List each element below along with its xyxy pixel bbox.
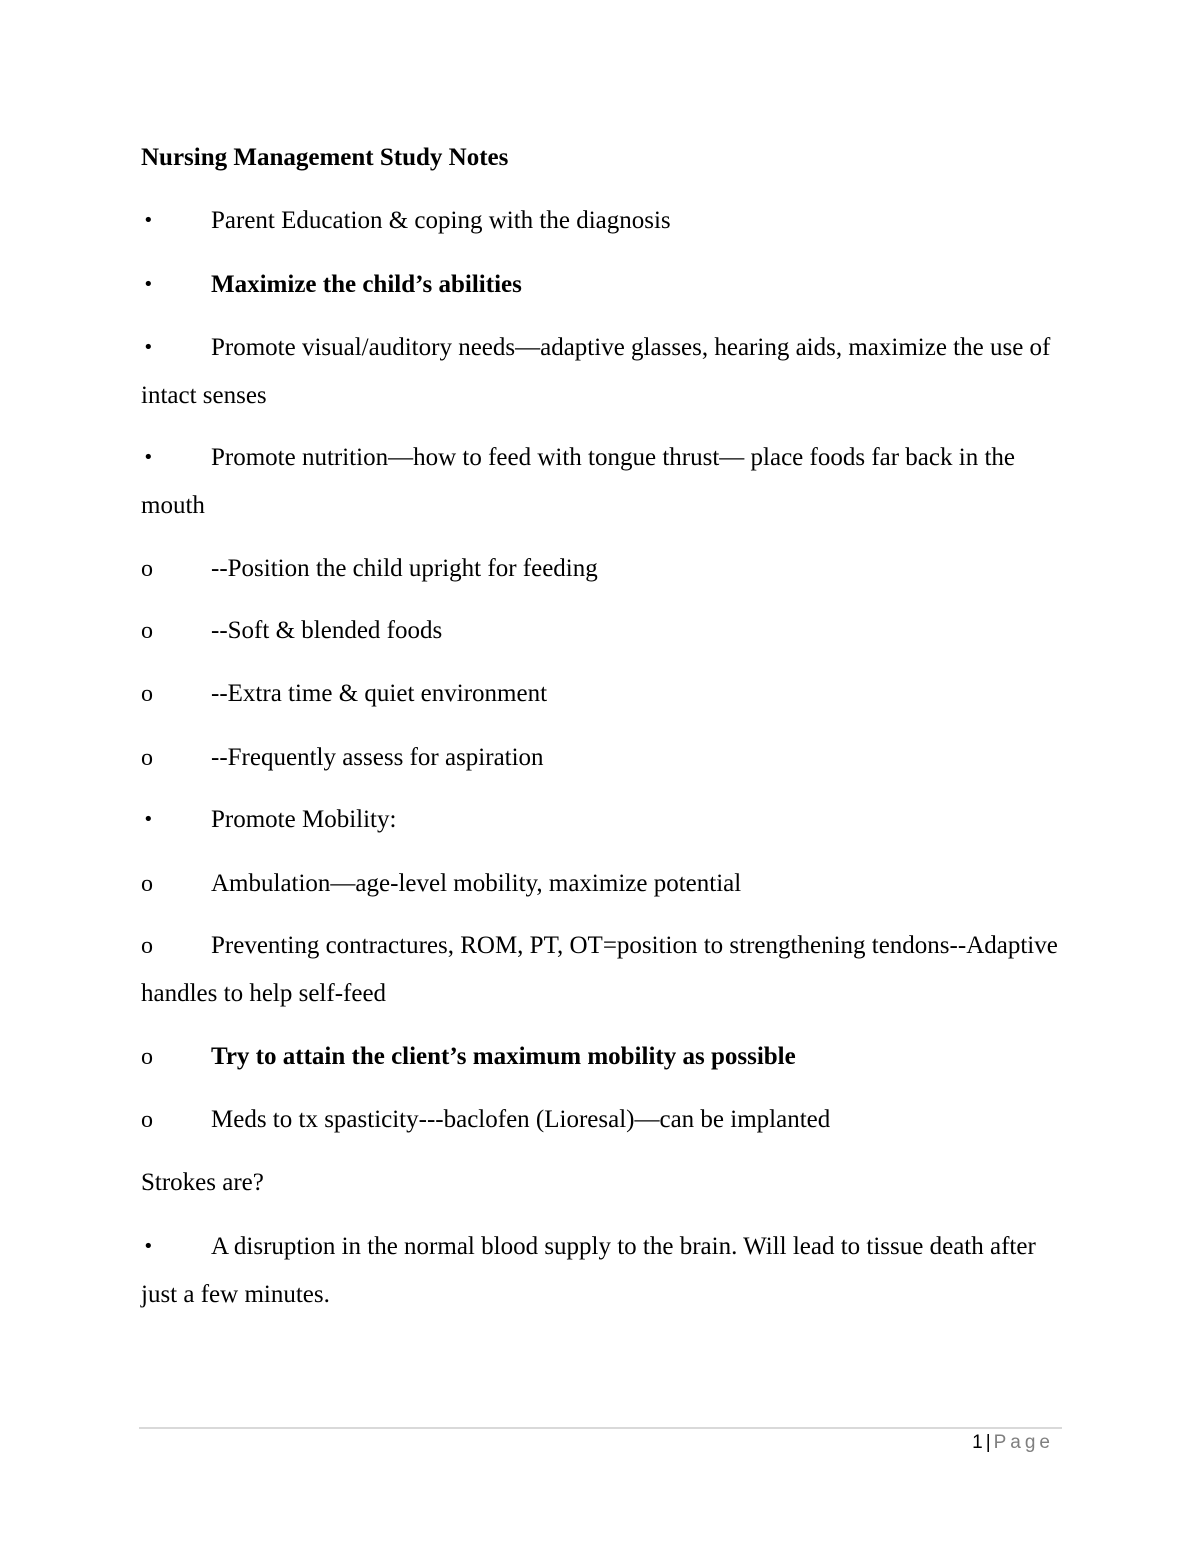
bullet-marker: •	[143, 447, 154, 468]
page-number: 1	[972, 1432, 983, 1453]
list-item	[141, 860, 1071, 908]
list-item	[141, 1096, 1071, 1144]
list-item-text: Preventing contractures, ROM, PT, OT=position to strengthening tendons--Adaptive handles to help self-feed	[141, 932, 1058, 1007]
list-item	[141, 670, 1071, 718]
sub-bullet-marker: o	[141, 1044, 153, 1070]
list-item-text: --Frequently assess for aspiration	[211, 744, 544, 771]
sub-bullet-marker: o	[141, 681, 153, 707]
sub-bullet-marker: o	[141, 618, 153, 644]
list-item	[141, 324, 1071, 420]
list-item	[141, 607, 1071, 655]
list-item-text: Ambulation—age-level mobility, maximize potential	[211, 870, 742, 897]
page-footer	[972, 1430, 1054, 1456]
list-item	[141, 545, 1071, 593]
list-item-text: Promote visual/auditory needs—adaptive glasses, hearing aids, maximize the use of intact senses	[141, 334, 1051, 409]
bullet-marker: •	[143, 210, 154, 231]
page-label: Page	[993, 1432, 1054, 1453]
sub-bullet-marker: o	[141, 1107, 153, 1133]
bullet-marker: •	[143, 274, 154, 295]
list-item-text: Maximize the child’s abilities	[211, 271, 522, 298]
list-item-text: --Extra time & quiet environment	[211, 680, 548, 707]
list-item	[141, 734, 1071, 782]
list-item-text: Parent Education & coping with the diagnosis	[211, 207, 671, 234]
list-item	[141, 922, 1071, 1018]
list-item-text: --Position the child upright for feeding	[211, 555, 598, 582]
bullet-marker: •	[143, 809, 154, 830]
list-item-text: A disruption in the normal blood supply to the brain. Will lead to tissue death after just a few minutes.	[141, 1233, 1036, 1308]
section-heading: Strokes are?	[141, 1169, 264, 1196]
sub-bullet-marker: o	[141, 745, 153, 771]
list-item	[141, 1033, 1071, 1081]
list-item-text: Try to attain the client’s maximum mobility as possible	[211, 1043, 796, 1070]
list-item-text: --Soft & blended foods	[211, 617, 443, 644]
footer-divider	[139, 1427, 1062, 1429]
list-item-text: Promote Mobility:	[211, 806, 397, 833]
sub-bullet-marker: o	[141, 871, 153, 897]
bullet-marker: •	[143, 1236, 154, 1257]
bullet-marker: •	[143, 337, 154, 358]
list-item	[141, 796, 1071, 844]
footer-separator: |	[985, 1432, 991, 1453]
list-item	[141, 197, 1071, 245]
list-item	[141, 261, 1071, 309]
list-item	[141, 1223, 1071, 1319]
list-item-text: Promote nutrition—how to feed with tongue thrust— place foods far back in the mouth	[141, 444, 1015, 519]
document-title: Nursing Management Study Notes	[141, 144, 509, 171]
list-item	[141, 434, 1071, 530]
sub-bullet-marker: o	[141, 933, 153, 959]
list-item-text: Meds to tx spasticity---baclofen (Lioresal)—can be implanted	[211, 1106, 831, 1133]
sub-bullet-marker: o	[141, 556, 153, 582]
